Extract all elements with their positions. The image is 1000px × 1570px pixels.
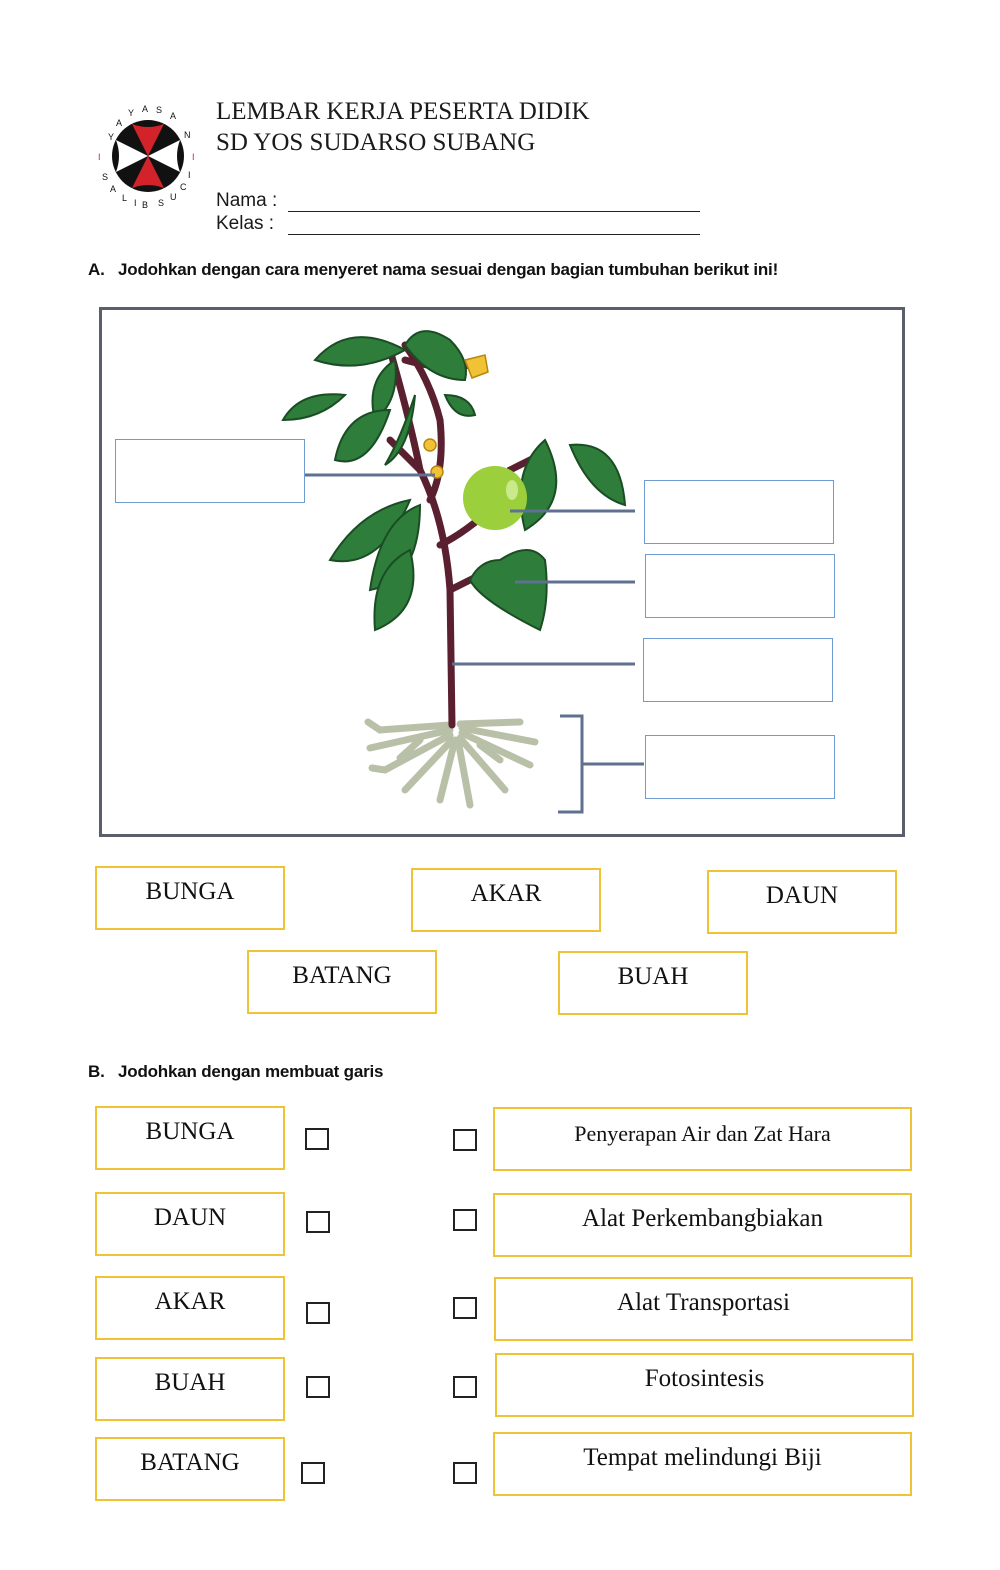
kelas-label: Kelas : — [216, 213, 275, 234]
svg-text:C: C — [180, 182, 187, 192]
right-checkbox-5[interactable] — [453, 1462, 477, 1484]
school-logo — [92, 100, 204, 212]
match-right-fotosintesis: Fotosintesis — [495, 1353, 914, 1417]
right-checkbox-3[interactable] — [453, 1297, 477, 1319]
worksheet-title — [216, 96, 590, 158]
svg-text:N: N — [184, 130, 191, 140]
section-b-heading — [88, 1062, 383, 1082]
match-left-bunga: BUNGA — [95, 1106, 285, 1170]
svg-text:Y: Y — [108, 132, 115, 142]
drag-card-buah[interactable]: BUAH — [558, 951, 748, 1015]
drag-card-bunga[interactable]: BUNGA — [95, 866, 285, 930]
kelas-line[interactable] — [288, 234, 700, 235]
svg-text:S: S — [102, 172, 109, 182]
left-checkbox-4[interactable] — [306, 1376, 330, 1398]
svg-text:I: I — [188, 170, 191, 180]
drag-card-daun[interactable]: DAUN — [707, 870, 897, 934]
left-checkbox-2[interactable] — [306, 1211, 330, 1233]
svg-text:B: B — [142, 200, 149, 210]
nama-field[interactable] — [216, 190, 277, 212]
svg-text:L: L — [122, 193, 128, 203]
match-left-daun: DAUN — [95, 1192, 285, 1256]
section-a-heading — [88, 260, 778, 280]
left-checkbox-3[interactable] — [306, 1302, 330, 1324]
match-right-penyerapan: Penyerapan Air dan Zat Hara — [493, 1107, 912, 1171]
drop-target-2[interactable] — [644, 480, 834, 544]
right-checkbox-2[interactable] — [453, 1209, 477, 1231]
drop-target-4[interactable] — [643, 638, 833, 702]
svg-text:Y: Y — [128, 108, 135, 118]
right-checkbox-4[interactable] — [453, 1376, 477, 1398]
match-right-perkembangbiakan: Alat Perkembangbiakan — [493, 1193, 912, 1257]
nama-line[interactable] — [288, 211, 700, 212]
title-line-1: LEMBAR KERJA PESERTA DIDIK — [216, 98, 590, 125]
svg-text:I: I — [134, 198, 137, 208]
drop-target-5[interactable] — [645, 735, 835, 799]
svg-text:S: S — [158, 198, 165, 208]
svg-text:A: A — [110, 184, 117, 194]
right-checkbox-1[interactable] — [453, 1129, 477, 1151]
drag-card-batang[interactable]: BATANG — [247, 950, 437, 1014]
section-b-number: B. — [88, 1062, 105, 1081]
match-left-batang: BATANG — [95, 1437, 285, 1501]
kelas-field[interactable] — [216, 213, 274, 235]
svg-text:I: I — [192, 152, 195, 162]
section-a-instruction: Jodohkan dengan cara menyeret nama sesuai dengan bagian tumbuhan berikut ini! — [118, 260, 779, 279]
drop-target-3[interactable] — [645, 554, 835, 618]
svg-text:S: S — [156, 105, 163, 115]
match-right-melindungi-biji: Tempat melindungi Biji — [493, 1432, 912, 1496]
left-checkbox-5[interactable] — [301, 1462, 325, 1484]
drop-target-1[interactable] — [115, 439, 305, 503]
left-checkbox-1[interactable] — [305, 1128, 329, 1150]
svg-text:U: U — [170, 192, 177, 202]
svg-text:A: A — [116, 118, 123, 128]
title-line-2: SD YOS SUDARSO SUBANG — [216, 129, 536, 156]
nama-label: Nama : — [216, 190, 278, 211]
svg-text:I: I — [98, 152, 101, 162]
svg-text:A: A — [142, 104, 149, 114]
match-left-buah: BUAH — [95, 1357, 285, 1421]
match-right-transportasi: Alat Transportasi — [494, 1277, 913, 1341]
drag-card-akar[interactable]: AKAR — [411, 868, 601, 932]
match-left-akar: AKAR — [95, 1276, 285, 1340]
section-b-instruction: Jodohkan dengan membuat garis — [118, 1062, 384, 1081]
svg-text:A: A — [170, 111, 177, 121]
section-a-number: A. — [88, 260, 105, 279]
